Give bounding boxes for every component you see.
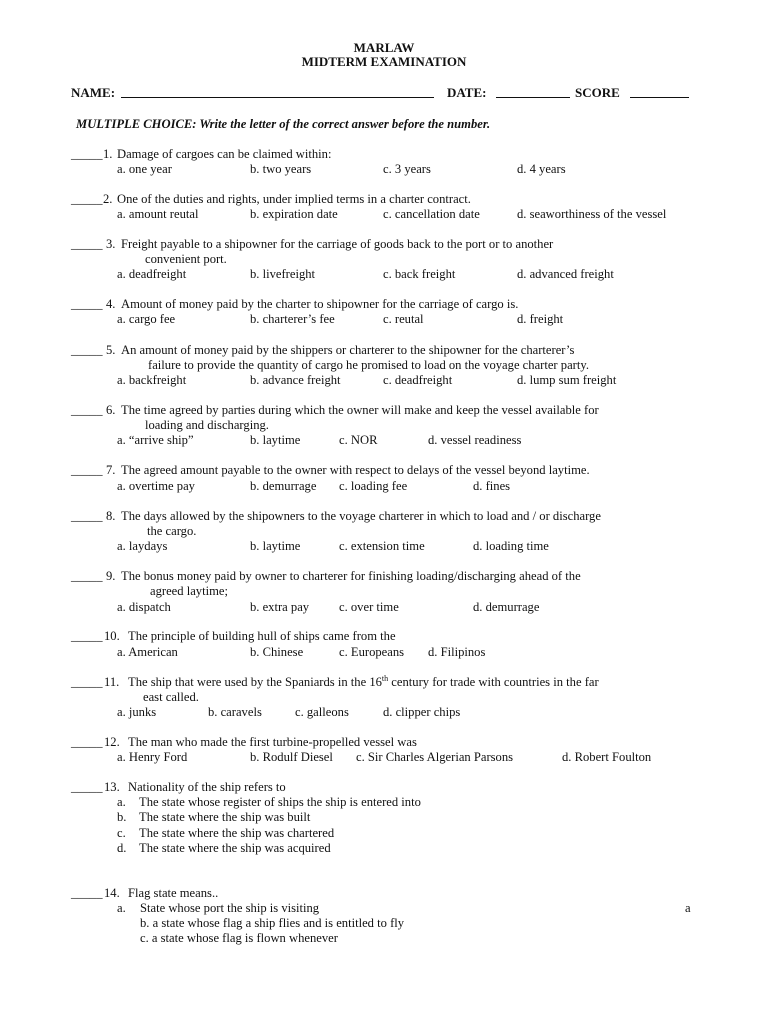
option-d: The state where the ship was acquired — [139, 841, 331, 855]
option-d: d. clipper chips — [383, 705, 461, 719]
answer-blank[interactable]: _____ — [71, 675, 103, 689]
option-b: b. livefreight — [250, 267, 316, 281]
answer-blank[interactable]: _____ — [71, 147, 103, 161]
option-c: c. over time — [339, 600, 399, 614]
option-b: b. caravels — [208, 705, 262, 719]
question-number: 12. — [104, 735, 120, 749]
option-b: b. a state whose flag a ship flies and is entitled to fly — [140, 916, 405, 930]
question-number: 8. — [106, 509, 116, 523]
option-d: d. Robert Foulton — [562, 750, 652, 764]
option-b: b. extra pay — [250, 600, 310, 614]
option-a: a. amount reutal — [117, 207, 199, 221]
name-label: NAME: — [71, 85, 116, 100]
option-c: c. deadfreight — [383, 373, 453, 387]
option-d: d. seaworthiness of the vessel — [517, 207, 667, 221]
option-d: d. advanced freight — [517, 267, 614, 281]
question-text-continued: east called. — [143, 690, 199, 704]
question-text: The bonus money paid by owner to charterer for finishing loading/discharging ahead of the — [121, 569, 581, 583]
option-c: c. 3 years — [383, 162, 431, 176]
option-b: b. laytime — [250, 539, 301, 553]
option-c: c. Europeans — [339, 645, 405, 659]
date-line[interactable] — [496, 97, 570, 98]
question-number: 11. — [104, 675, 120, 689]
score-label: SCORE — [575, 85, 620, 100]
question-text: The man who made the first turbine-propelled vessel was — [128, 735, 417, 749]
option-a: a. American — [117, 645, 178, 659]
question-number: 4. — [106, 297, 116, 311]
option-d: d. demurrage — [473, 600, 540, 614]
option-a: State whose port the ship is visiting — [140, 901, 320, 915]
answer-blank[interactable]: _____ — [71, 509, 103, 523]
option-c: c. NOR — [339, 433, 378, 447]
question-number: 5. — [106, 343, 116, 357]
question-number: 14. — [104, 886, 120, 900]
option-b-letter: b. — [117, 810, 127, 824]
option-a: a. laydays — [117, 539, 168, 553]
name-line[interactable] — [121, 97, 434, 98]
question-text: Freight payable to a shipowner for the carriage of goods back to the port or to another — [121, 237, 554, 251]
option-d: d. 4 years — [517, 162, 566, 176]
option-d: d. loading time — [473, 539, 549, 553]
option-a: a. junks — [117, 705, 157, 719]
option-a-letter: a. — [117, 901, 126, 915]
option-c: The state where the ship was chartered — [139, 826, 335, 840]
option-b: b. Rodulf Diesel — [250, 750, 333, 764]
score-line[interactable] — [630, 97, 689, 98]
option-b: b. demurrage — [250, 479, 317, 493]
option-a: a. dispatch — [117, 600, 171, 614]
question-number: 7. — [106, 463, 116, 477]
option-a: a. “arrive ship” — [117, 433, 194, 447]
date-label: DATE: — [447, 85, 487, 100]
answer-blank[interactable]: _____ — [71, 886, 103, 900]
exam-subtitle: MIDTERM EXAMINATION — [301, 54, 467, 69]
option-c: c. extension time — [339, 539, 425, 553]
option-a: a. cargo fee — [117, 312, 176, 326]
question-number: 6. — [106, 403, 116, 417]
option-a-letter: a. — [117, 795, 126, 809]
option-a: a. overtime pay — [117, 479, 195, 493]
option-b: The state where the ship was built — [139, 810, 311, 824]
question-number: 3. — [106, 237, 116, 251]
option-d: d. lump sum freight — [517, 373, 617, 387]
exam-title: MARLAW — [353, 40, 415, 55]
option-b: b. advance freight — [250, 373, 341, 387]
answer-blank[interactable]: _____ — [71, 629, 103, 643]
question-text: Flag state means.. — [128, 886, 219, 900]
option-d: d. vessel readiness — [428, 433, 522, 447]
question-number: 13. — [104, 780, 120, 794]
option-d: d. freight — [517, 312, 564, 326]
question-text: The days allowed by the shipowners to the voyage charterer in which to load and / or discharge — [121, 509, 601, 523]
option-a: a. deadfreight — [117, 267, 187, 281]
option-a: a. Henry Ford — [117, 750, 188, 764]
question-text: The ship that were used by the Spaniards in the 16th century for trade with countries in the far — [128, 673, 599, 689]
question-number: 10. — [104, 629, 120, 643]
option-d: d. fines — [473, 479, 511, 493]
instructions: MULTIPLE CHOICE: Write the letter of the correct answer before the number. — [76, 117, 491, 131]
option-b: b. charterer’s fee — [250, 312, 335, 326]
answer-blank[interactable]: _____ — [71, 297, 103, 311]
answer-blank[interactable]: _____ — [71, 780, 103, 794]
answer-blank[interactable]: _____ — [71, 569, 103, 583]
question-text: The time agreed by parties during which the owner will make and keep the vessel available for — [121, 403, 599, 417]
option-c: c. cancellation date — [383, 207, 480, 221]
option-c-letter: c. — [117, 826, 126, 840]
answer-blank[interactable]: _____ — [71, 192, 103, 206]
option-a: The state whose register of ships the ship is entered into — [139, 795, 421, 809]
option-b: b. two years — [250, 162, 312, 176]
option-c: c. loading fee — [339, 479, 408, 493]
option-d: d. Filipinos — [428, 645, 486, 659]
option-c: c. a state whose flag is flown whenever — [140, 931, 338, 945]
question-number: 2. — [103, 192, 113, 206]
option-b: b. laytime — [250, 433, 301, 447]
answer-blank[interactable]: _____ — [71, 237, 103, 251]
question-text: Amount of money paid by the charter to shipowner for the carriage of cargo is. — [121, 297, 519, 311]
answer-blank[interactable]: _____ — [71, 403, 103, 417]
question-text: The principle of building hull of ships came from the — [128, 629, 396, 643]
question-text: One of the duties and rights, under implied terms in a charter contract. — [117, 192, 471, 206]
question-text-continued: agreed laytime; — [150, 584, 228, 598]
question-text-continued: failure to provide the quantity of cargo he promised to load on the voyage charter party. — [148, 358, 589, 372]
option-d-letter: d. — [117, 841, 127, 855]
question-text-continued: convenient port. — [145, 252, 227, 266]
option-c: c. Sir Charles Algerian Parsons — [356, 750, 514, 764]
question-text-continued: the cargo. — [147, 524, 197, 538]
answer-blank[interactable]: _____ — [71, 735, 103, 749]
option-b: b. Chinese — [250, 645, 304, 659]
question-text: Damage of cargoes can be claimed within: — [117, 147, 332, 161]
option-c: c. galleons — [295, 705, 349, 719]
question-text: Nationality of the ship refers to — [128, 780, 286, 794]
option-c: c. back freight — [383, 267, 456, 281]
question-text: The agreed amount payable to the owner with respect to delays of the vessel beyond laytime. — [121, 463, 590, 477]
option-a: a. backfreight — [117, 373, 187, 387]
question-text-continued: loading and discharging. — [145, 418, 269, 432]
option-c: c. reutal — [383, 312, 424, 326]
question-number: 1. — [103, 147, 113, 161]
question-text: An amount of money paid by the shippers or charterer to the shipowner for the charterer’s — [121, 343, 575, 357]
option-b: b. expiration date — [250, 207, 338, 221]
stray-letter: a — [685, 901, 691, 915]
question-number: 9. — [106, 569, 116, 583]
answer-blank[interactable]: _____ — [71, 463, 103, 477]
option-a: a. one year — [117, 162, 172, 176]
answer-blank[interactable]: _____ — [71, 343, 103, 357]
